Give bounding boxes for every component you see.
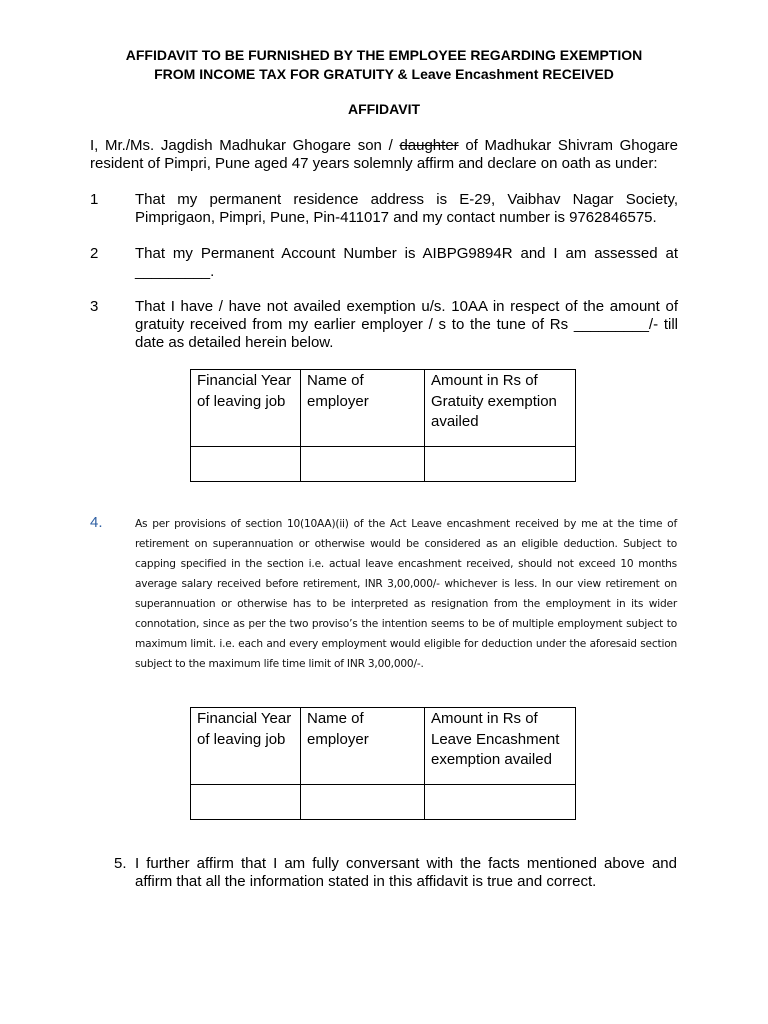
document-title-line-1: AFFIDAVIT TO BE FURNISHED BY THE EMPLOYEE REGARDING EXEMPTION: [125, 47, 643, 63]
leave-encashment-table: [190, 707, 576, 820]
gratuity-exemption-table: [190, 369, 576, 482]
header-gratuity-amount: Amount in Rs of Gratuity exemption availed: [425, 370, 576, 447]
table-cell: [301, 447, 425, 482]
header-financial-year: Financial Year of leaving job: [191, 370, 301, 447]
item-4-number: 4.: [90, 514, 103, 531]
table-cell: [191, 447, 301, 482]
intro-struck-word: daughter: [399, 137, 459, 154]
intro-after: of Madhukar Shivram Ghogare resident of Pimpri, Pune aged 47 years solemnly affirm and declare on oath as under:: [90, 137, 678, 172]
table-cell: [301, 785, 425, 820]
item-2-text: That my Permanent Account Number is AIBPG9894R and I am assessed at _________.: [135, 245, 678, 280]
item-2-number: 2: [90, 245, 99, 262]
intro-before: I, Mr./Ms. Jagdish Madhukar Ghogare son /: [90, 137, 400, 154]
table-cell: [425, 447, 576, 482]
header-employer-name: Name of employer: [301, 708, 425, 785]
table-cell: [191, 785, 301, 820]
affidavit-heading: AFFIDAVIT: [347, 101, 421, 117]
document-title-line-2: FROM INCOME TAX FOR GRATUITY & Leave Encashment RECEIVED: [154, 66, 614, 82]
item-5-number: 5.: [114, 855, 127, 872]
table-row: [191, 785, 576, 820]
table-header-row: [191, 708, 576, 785]
intro-paragraph: [90, 137, 678, 173]
table-cell: [425, 785, 576, 820]
table-header-row: [191, 370, 576, 447]
header-leave-amount: Amount in Rs of Leave Encashment exemption availed: [425, 708, 576, 785]
item-3-number: 3: [90, 298, 99, 315]
item-1-number: 1: [90, 191, 99, 208]
item-5-text: I further affirm that I am fully conversant with the facts mentioned above and affirm that all the information stated in this affidavit is true and correct.: [135, 855, 677, 890]
header-financial-year: Financial Year of leaving job: [191, 708, 301, 785]
header-employer-name: Name of employer: [301, 370, 425, 447]
table-row: [191, 447, 576, 482]
item-1-text: That my permanent residence address is E-29, Vaibhav Nagar Society, Pimprigaon, Pimpri, Pune, Pin-411017 and my contact number is 9762846575.: [135, 191, 678, 226]
item-4-text: As per provisions of section 10(10AA)(ii) of the Act Leave encashment received by me at the time of retirement on superannuation or otherwise would be considered as an eligible deduction. Subject to capping specified in the section i.e. actual leave encashment received, should not exceed 10 months average salary received before retirement, INR 3,00,000/- whichever is less. In our view retirement on superannuation or otherwise has to be interpreted as resignation from the employment in its wider connotation, since as per the two proviso’s the intention seems to be of multiple employment subject to maximum limit. i.e. each and every employment would eligible for deduction under the aforesaid section subject to the maximum life time limit of INR 3,00,000/-.: [135, 518, 677, 670]
item-3-text: That I have / have not availed exemption u/s. 10AA in respect of the amount of gratuity received from my earlier employer / s to the tune of Rs _________/- till date as detailed herein below.: [135, 298, 678, 351]
